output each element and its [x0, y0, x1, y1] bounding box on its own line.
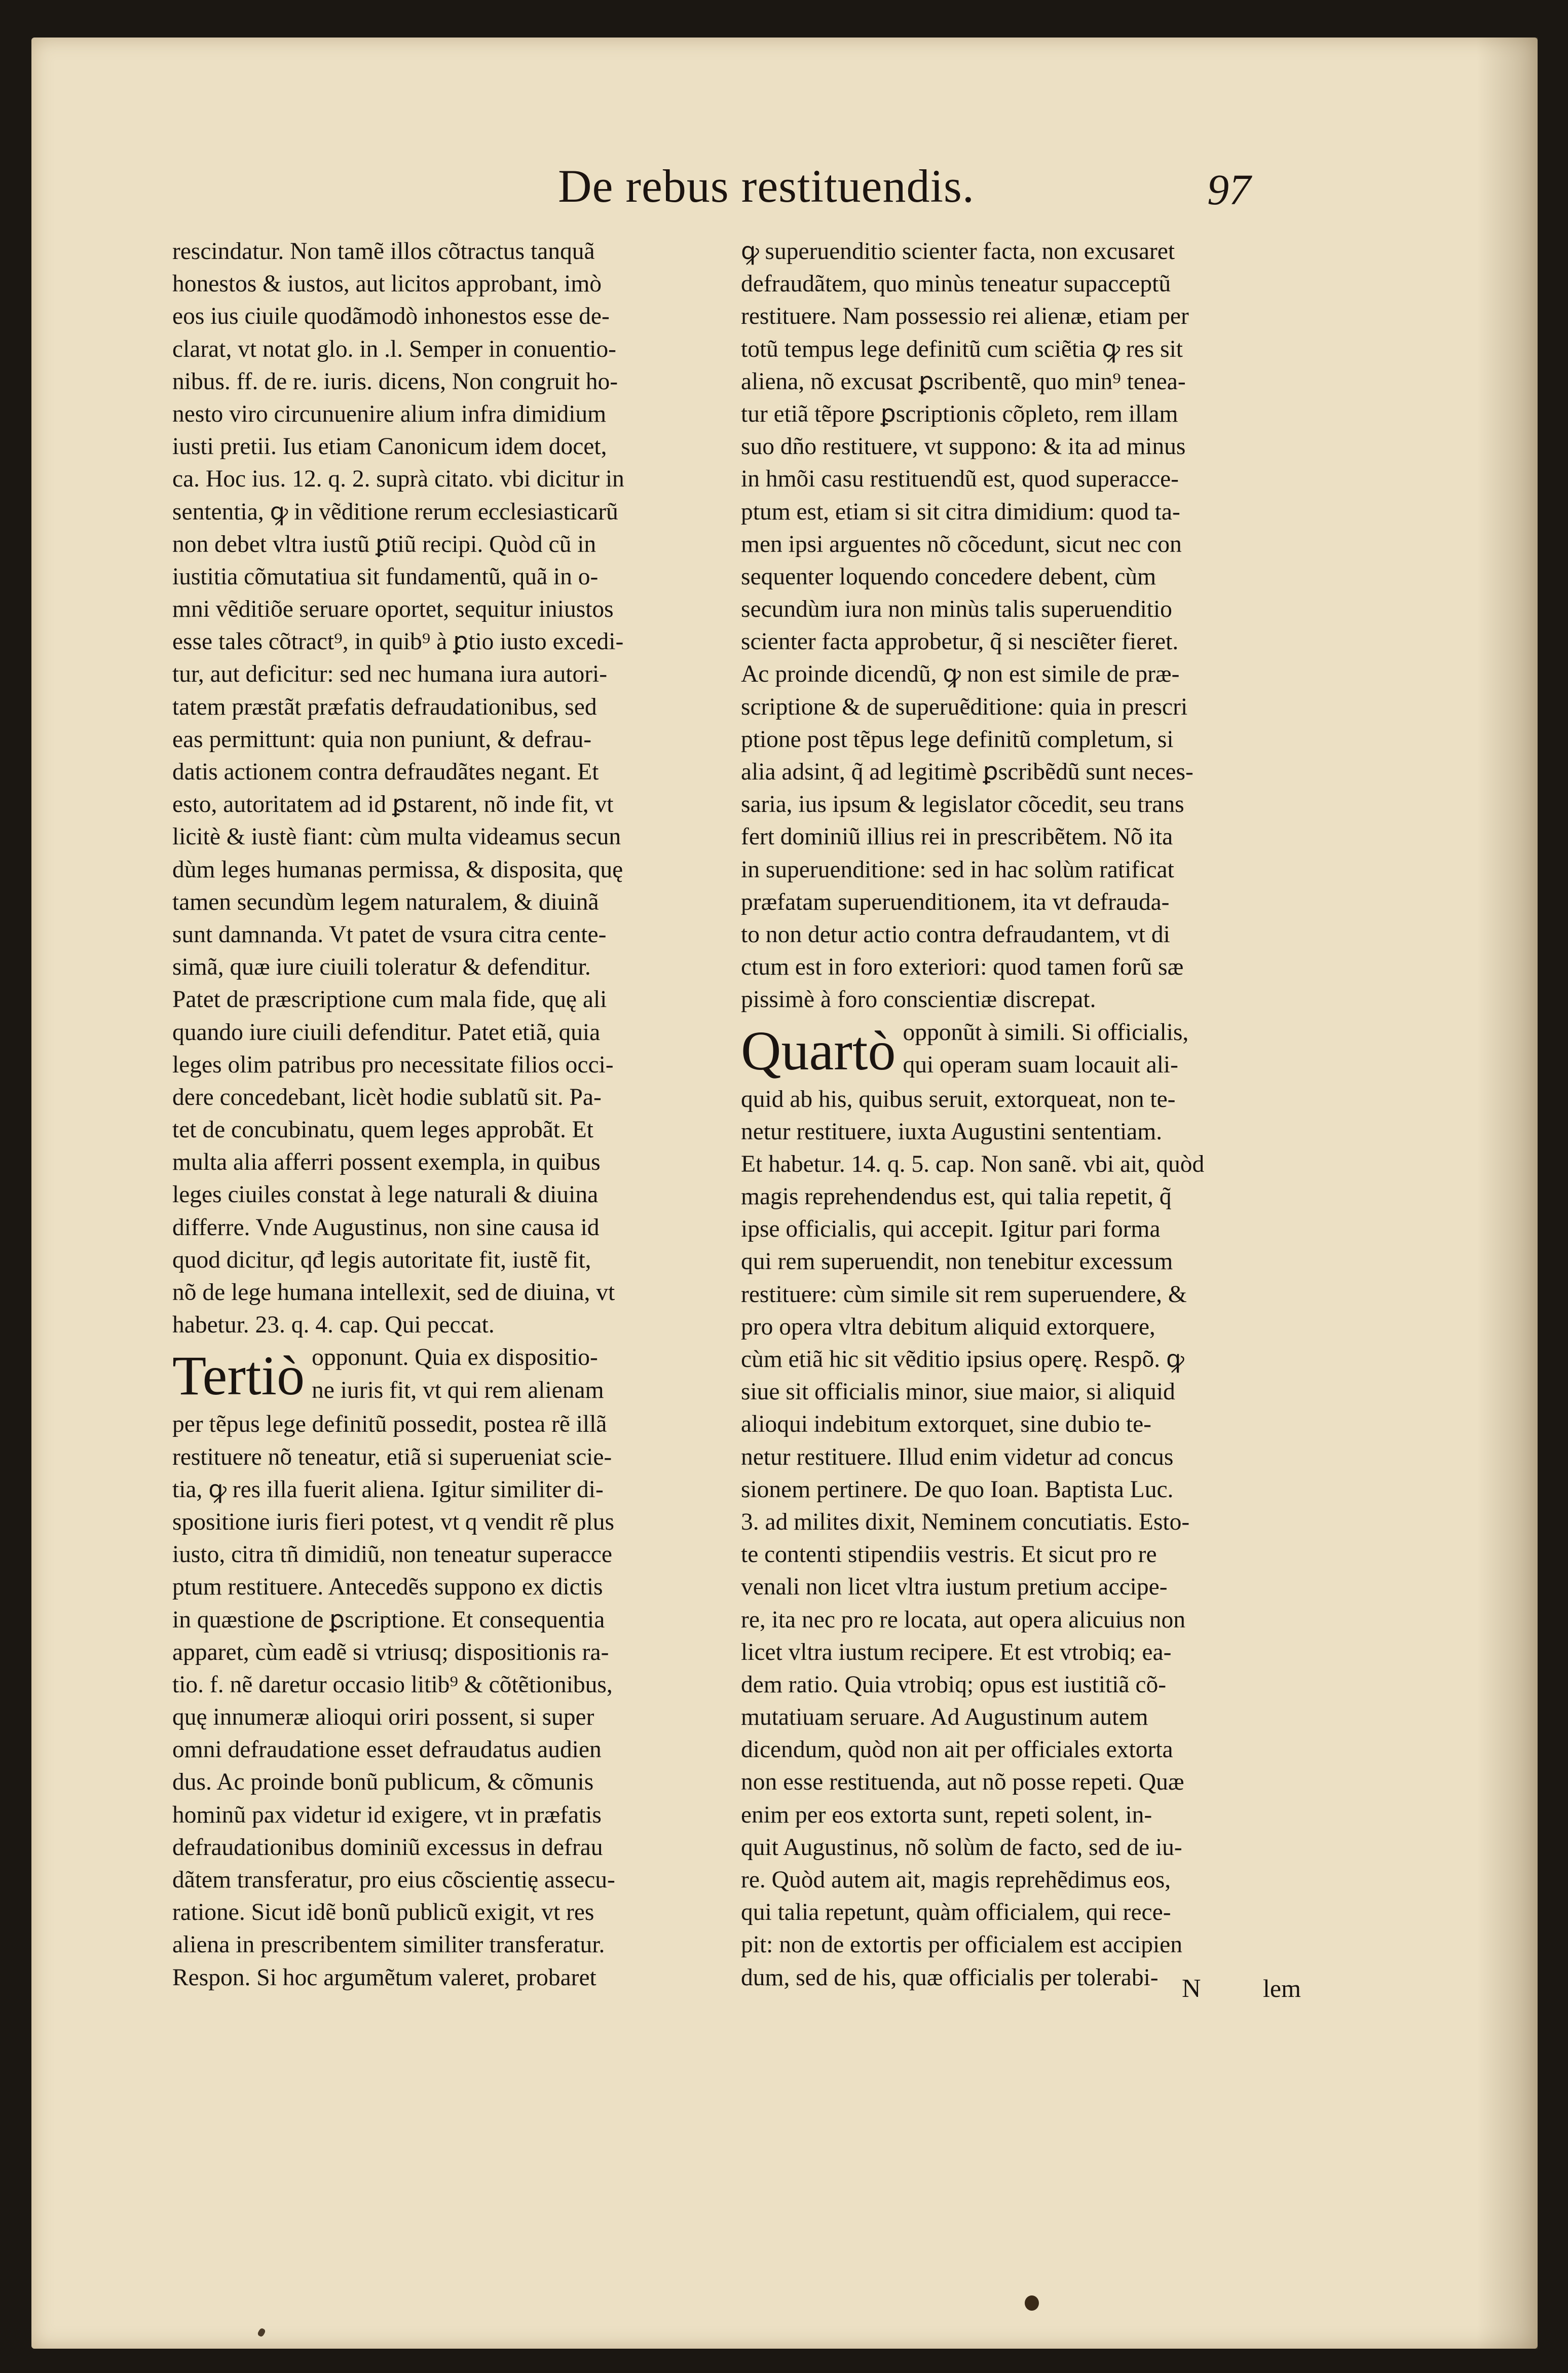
ink-blot	[1025, 2295, 1039, 2311]
text-line: Et habetur. 14. q. 5. cap. Non sanẽ. vbi ait, quòd	[741, 1151, 1205, 1177]
text-line: ipse officialis, qui accepit. Igitur pari forma	[741, 1216, 1161, 1243]
text-line: leges ciuiles constat à lege naturali & diuina	[172, 1181, 599, 1208]
text-line: iustitia cõmutatiua sit fundamentũ, quã in o-	[172, 563, 599, 590]
text-line: saria, ius ipsum & legislator cõcedit, seu trans	[741, 791, 1184, 818]
text-line: to non detur actio contra defraudantem, vt di	[741, 921, 1170, 948]
text-line: totũ tempus lege definitũ cum sciẽtia ꝙ res sit	[741, 336, 1183, 362]
text-line: licitè & iustè fiant: cùm multa videamus secun	[172, 824, 621, 850]
text-line: iusto, citra tñ dimidiũ, non teneatur superacce	[172, 1541, 612, 1568]
text-line: per tẽpus lege definitũ possedit, postea rẽ illã	[172, 1411, 607, 1438]
text-line: ctum est in foro exteriori: quod tamen forũ sæ	[741, 954, 1184, 981]
ink-speck	[257, 2327, 266, 2338]
text-line: simã, quæ iure ciuili toleratur & defenditur.	[172, 954, 591, 981]
text-line: alia adsint, q̃ ad legitimè ꝑscribẽdũ sunt neces-	[741, 759, 1193, 785]
text-line: nõ de lege humana intellexit, sed de diuina, vt	[172, 1279, 615, 1306]
text-line: opponũt à simili. Si officialis,	[903, 1019, 1189, 1046]
text-line: pro opera vltra debitum aliquid extorquere,	[741, 1313, 1155, 1340]
text-line: dus. Ac proinde bonũ publicum, & cõmunis	[172, 1769, 594, 1796]
page-header	[31, 139, 1538, 220]
text-line: opponunt. Quia ex dispositio-	[312, 1344, 598, 1371]
signature-mark: N	[1182, 1974, 1201, 2003]
text-line: fert dominiũ illius rei in prescribẽtem. Nõ ita	[741, 824, 1173, 850]
text-line: multa alia afferri possent exempla, in quibus	[172, 1149, 601, 1176]
text-line: in hmõi casu restituendũ est, quod superacce-	[741, 466, 1179, 493]
text-line: esse tales cõtract⁹, in quib⁹ à ꝑtio iusto excedi-	[172, 628, 624, 655]
text-line: sequenter loquendo concedere debent, cùm	[741, 563, 1156, 590]
text-line: aliena, nõ excusat ꝑscribentẽ, quo min⁹ tenea-	[741, 368, 1186, 395]
text-line: sententia, ꝙ in vẽditione rerum ecclesiasticarũ	[172, 498, 618, 525]
text-line: ca. Hoc ius. 12. q. 2. suprà citato. vbi dicitur in	[172, 466, 624, 493]
text-line: nesto viro circunuenire alium infra dimidium	[172, 400, 607, 427]
text-line: dum, sed de his, quæ officialis per tolerabi-	[741, 1964, 1159, 1991]
text-line: quit Augustinus, nõ solùm de facto, sed de iu-	[741, 1834, 1182, 1861]
text-line: honestos & iustos, aut licitos approbant, imò	[172, 271, 602, 298]
page-edge-shadow	[1477, 38, 1538, 2349]
text-line: netur restituere. Illud enim videtur ad concus	[741, 1443, 1174, 1470]
text-line: restituere nõ teneatur, etiã si superueniat scie-	[172, 1443, 612, 1470]
text-line: pit: non de extortis per officialem est accipien	[741, 1932, 1182, 1958]
text-line: ptum restituere. Antecedẽs suppono ex dictis	[172, 1574, 603, 1601]
text-line: sunt damnanda. Vt patet de vsura citra cente-	[172, 921, 607, 948]
paragraph-with-initial-word	[172, 1341, 720, 1408]
text-line: suo dño restituere, vt suppono: & ita ad minus	[741, 433, 1186, 460]
text-line: hominũ pax videtur id exigere, vt in præfatis	[172, 1801, 602, 1828]
text-line: netur restituere, iuxta Augustini sententiam.	[741, 1118, 1163, 1145]
text-line: in quæstione de ꝑscriptione. Et consequentia	[172, 1606, 605, 1633]
text-line: quid ab his, quibus seruit, extorqueat, non te-	[741, 1086, 1176, 1113]
text-line: restituere. Nam possessio rei alienæ, etiam per	[741, 303, 1189, 330]
text-line: præfatam superuenditionem, ita vt defrauda-	[741, 888, 1170, 915]
text-line: datis actionem contra defraudãtes negant. Et	[172, 759, 599, 785]
text-line: habetur. 23. q. 4. cap. Qui peccat.	[172, 1312, 495, 1339]
text-line: ptione post tẽpus lege definitũ completum, si	[741, 726, 1174, 753]
text-line: venali non licet vltra iustum pretium accipe-	[741, 1574, 1168, 1601]
left-column	[172, 235, 720, 1994]
text-line: qui operam suam locauit ali-	[903, 1051, 1178, 1078]
text-line: defraudationibus dominiũ excessus in defrau	[172, 1834, 603, 1861]
text-line: te contenti stipendiis vestris. Et sicut pro re	[741, 1541, 1157, 1568]
text-line: 3. ad milites dixit, Neminem concutiatis. Esto-	[741, 1508, 1190, 1535]
text-line: enim per eos extorta sunt, repeti solent, in-	[741, 1801, 1152, 1828]
text-line: quando iure ciuili defenditur. Patet etiã, quia	[172, 1019, 601, 1046]
text-line: tio. f. nẽ daretur occasio litib⁹ & cõtẽtionibus,	[172, 1671, 613, 1698]
book-page	[31, 38, 1538, 2349]
text-line: scienter facta approbetur, q̃ si nesciẽter fieret.	[741, 628, 1179, 655]
text-line: non debet vltra iustũ ꝑtiũ recipi. Quòd cũ in	[172, 531, 596, 558]
text-line: apparet, cùm eadẽ si vtriusq; dispositionis ra-	[172, 1639, 609, 1665]
text-line: men ipsi arguentes nõ cõcedunt, sicut nec con	[741, 531, 1182, 558]
initial-word: Tertiò	[172, 1345, 305, 1407]
text-line: quę innumeræ alioqui oriri possent, si super	[172, 1704, 594, 1731]
text-line: sionem pertinere. De quo Ioan. Baptista Luc.	[741, 1476, 1174, 1503]
text-line: dùm leges humanas permissa, & disposita, quę	[172, 856, 623, 883]
text-line: qui talia repetunt, quàm officialem, qui rece-	[741, 1899, 1171, 1926]
text-line: re. Quòd autem ait, magis reprehẽdimus eos,	[741, 1867, 1171, 1893]
catchword: lem	[1263, 1974, 1301, 2003]
text-line: alioqui indebitum extorquet, sine dubio te-	[741, 1411, 1151, 1438]
text-line: tamen secundùm legem naturalem, & diuinã	[172, 888, 599, 915]
text-line: leges olim patribus pro necessitate filios occi-	[172, 1051, 614, 1078]
text-line: esto, autoritatem ad id ꝑstarent, nõ inde fit, vt	[172, 791, 614, 818]
text-line: rescindatur. Non tamẽ illos cõtractus tanquã	[172, 238, 595, 265]
text-line: ratione. Sicut idẽ bonũ publicũ exigit, vt res	[172, 1899, 594, 1926]
text-line: defraudãtem, quo minùs teneatur supacceptũ	[741, 271, 1171, 298]
text-line: mutatiuam seruare. Ad Augustinum autem	[741, 1704, 1148, 1731]
text-line: omni defraudatione esset defraudatus audien	[172, 1736, 602, 1763]
text-line: mni vẽditiõe seruare oportet, sequitur iniustos	[172, 596, 614, 623]
text-line: in superuenditione: sed in hac solùm ratificat	[741, 856, 1174, 883]
text-line: ne iuris fit, vt qui rem alienam	[312, 1377, 604, 1403]
text-line: restituere: cùm simile sit rem superuendere, &	[741, 1281, 1187, 1308]
text-line: re, ita nec pro re locata, aut opera alicuius non	[741, 1606, 1186, 1633]
paragraph-with-initial-word	[741, 1016, 1288, 1083]
text-line: Ac proinde dicendũ, ꝙ non est simile de præ-	[741, 661, 1180, 688]
text-line: spositione iuris fieri potest, vt q vendit rẽ plus	[172, 1508, 615, 1535]
text-line: tia, ꝙ res illa fuerit aliena. Igitur similiter di-	[172, 1476, 604, 1503]
text-line: iusti pretii. Ius etiam Canonicum idem docet,	[172, 433, 607, 460]
text-line: Respon. Si hoc argumẽtum valeret, probaret	[172, 1964, 596, 1991]
text-line: clarat, vt notat glo. in .l. Semper in conuentio-	[172, 336, 616, 362]
text-line: non esse restituenda, aut nõ posse repeti. Quæ	[741, 1769, 1184, 1796]
text-line: licet vltra iustum recipere. Et est vtrobiq; ea-	[741, 1639, 1172, 1665]
text-line: dere concedebant, licèt hodie sublatũ sit. Pa-	[172, 1084, 602, 1110]
text-line: tatem præstãt præfatis defraudationibus, sed	[172, 693, 597, 720]
text-line: tur, aut deficitur: sed nec humana iura autori-	[172, 661, 608, 688]
text-line: tur etiã tẽpore ꝑscriptionis cõpleto, rem illam	[741, 400, 1178, 427]
initial-word: Quartò	[741, 1019, 896, 1082]
text-line: qui rem superuendit, non tenebitur excessum	[741, 1248, 1173, 1275]
text-line: differre. Vnde Augustinus, non sine causa id	[172, 1214, 600, 1241]
text-line: quod dicitur, qđ legis autoritate fit, iustẽ fit,	[172, 1246, 591, 1273]
text-line: aliena in prescribentem similiter transferatur.	[172, 1932, 605, 1958]
folio-number: 97	[1207, 165, 1251, 214]
text-line: magis reprehendendus est, qui talia repetit, q̃	[741, 1183, 1172, 1210]
text-line: ꝙ superuenditio scienter facta, non excusaret	[741, 238, 1175, 265]
right-column	[741, 235, 1288, 1994]
text-line: tet de concubinatu, quem leges approbãt. Et	[172, 1117, 593, 1143]
text-line: eos ius ciuile quodãmodò inhonestos esse de-	[172, 303, 610, 330]
text-line: scriptione & de superuẽditione: quia in prescri	[741, 693, 1188, 720]
text-line: secundùm iura non minùs talis superuenditio	[741, 596, 1172, 623]
text-line: dem ratio. Quia vtrobiq; opus est iustitiã cõ-	[741, 1671, 1167, 1698]
text-line: dãtem transferatur, pro eius cõscientię assecu-	[172, 1867, 615, 1893]
running-title: De rebus restituendis.	[558, 160, 975, 212]
text-line: siue sit officialis minor, siue maior, si aliquid	[741, 1379, 1175, 1405]
text-line: cùm etiã hic sit vẽditio ipsius operę. Respõ. ꝙ	[741, 1346, 1184, 1373]
text-line: Patet de præscriptione cum mala fide, quę ali	[172, 986, 607, 1013]
text-line: dicendum, quòd non ait per officiales extorta	[741, 1736, 1173, 1763]
text-line: pissimè à foro conscientiæ discrepat.	[741, 986, 1096, 1013]
text-line: nibus. ff. de re. iuris. dicens, Non congruit ho-	[172, 368, 618, 395]
text-line: eas permittunt: quia non puniunt, & defrau-	[172, 726, 592, 753]
text-line: ptum est, etiam si sit citra dimidium: quod ta-	[741, 498, 1180, 525]
